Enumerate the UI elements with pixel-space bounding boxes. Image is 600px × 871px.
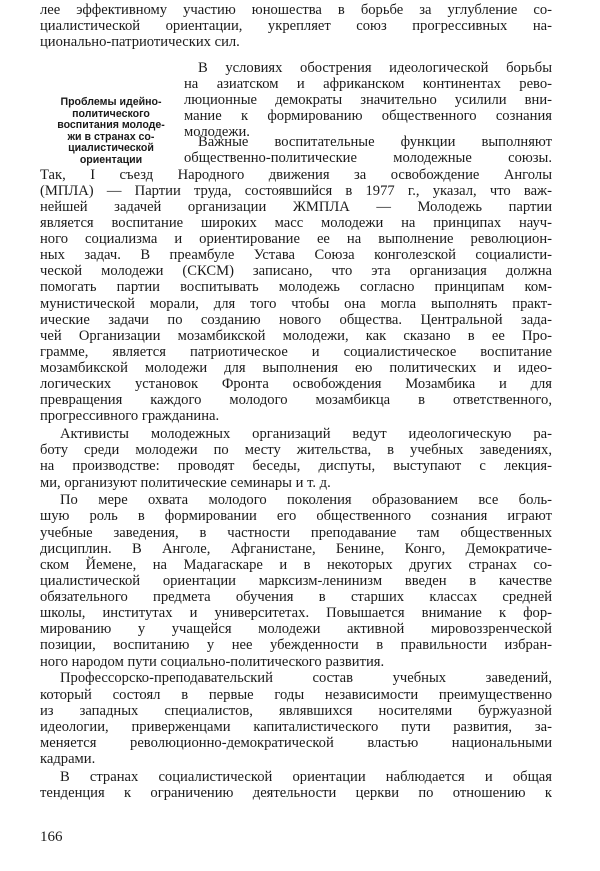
sidenote-line: ориентации xyxy=(79,154,143,166)
text-line: является воспитание широких масс молодежи на принципах науч- xyxy=(40,215,552,231)
text-line: Так, I съезд Народного движения за освобождение Анголы xyxy=(40,167,552,183)
sidenote-line: жи в странах со- xyxy=(67,131,155,143)
text-line: ческой молодежи (СКСМ) записано, что эта организация должна xyxy=(40,263,552,279)
text-line: обязательного предмета обучения в старших классах средней xyxy=(40,589,552,605)
text-line: ного социализма и ориентирование ее на выполнение революцион- xyxy=(40,231,552,247)
text-line: меняется революционно-демократической властью национальными xyxy=(40,735,552,751)
text-line: школы, институтах и университетах. Повышается внимание к фор- xyxy=(40,605,552,621)
text-line: позиции, воспитанию у нее убежденности в правильности избран- xyxy=(40,637,552,653)
text-line: Активисты молодежных организаций ведут идеологическую ра- xyxy=(60,426,552,442)
text-line: который состоял в первые годы независимости преимущественно xyxy=(40,687,552,703)
text-line: циалистической ориентации, укрепляет союз прогрессивных на- xyxy=(40,18,552,34)
text-line: идеологии, приверженцами капиталистического пути развития, за- xyxy=(40,719,552,735)
text-line: грамме, является патриотическое и социалистическое воспитание xyxy=(40,344,552,360)
text-line: ические задачи по созданию нового общества. Центральной зада- xyxy=(40,312,552,328)
text-line: на азиатском и африканском континентах рево- xyxy=(184,76,552,92)
text-line: люционные демократы значительно усилили вни- xyxy=(184,92,552,108)
text-line: ного народом пути социально-политического развития. xyxy=(40,654,385,670)
text-line: (МПЛА) — Партии труда, состоявшийся в 1977 г., указал, что важ- xyxy=(40,183,552,199)
text-line: чей Организации мозамбикской молодежи, как сказано в ее Про- xyxy=(40,328,552,344)
text-line: ционально-патриотических сил. xyxy=(40,34,240,50)
text-line: помогать партии воспитывать молодежь согласно принципам ком- xyxy=(40,279,552,295)
text-line: на производстве: проводят беседы, диспуты, выступают с лекция- xyxy=(40,458,552,474)
text-line: В условиях обострения идеологической борьбы xyxy=(198,60,552,76)
text-line: В странах социалистической ориентации наблюдается и общая xyxy=(60,769,552,785)
text-line: ных задач. В преамбуле Устава Союза конголезской социалисти- xyxy=(40,247,552,263)
page-number: 166 xyxy=(40,829,63,845)
text-line: тенденция к ограничению деятельности церкви по отношению к xyxy=(40,785,552,801)
text-line: ском Йемене, на Мадагаскаре и в некоторых других странах со- xyxy=(40,557,552,573)
sidenote-line: политического xyxy=(72,108,150,120)
text-line: общественно-политические молодежные союзы. xyxy=(184,150,552,166)
sidenote-line: Проблемы идейно- xyxy=(60,96,162,108)
sidenote-line: циалистической xyxy=(68,142,154,154)
text-line: лее эффективному участию юношества в борьбе за углубление со- xyxy=(40,2,552,18)
text-line: мозамбикской молодежи для выполнения ею политических и идео- xyxy=(40,360,552,376)
text-line: мированию у учащейся молодежи активной мировоззренческой xyxy=(40,621,552,637)
text-line: мание к формированию общественного сознания xyxy=(184,108,552,124)
text-line: мунистической морали, для того чтобы она могла выполнять практ- xyxy=(40,296,552,312)
text-line: учебные заведения, в частности преподавание там общественных xyxy=(40,525,552,541)
text-line: прогрессивного гражданина. xyxy=(40,408,220,424)
text-line: циалистической ориентации марксизм-ленинизм введен в качестве xyxy=(40,573,552,589)
text-line: шую роль в формировании его общественного сознания играют xyxy=(40,508,552,524)
text-line: молодежи. xyxy=(184,124,250,140)
sidenote-line: воспитания молоде- xyxy=(57,119,165,131)
text-line: логических установок Фронта освобождения Мозамбика и для xyxy=(40,376,552,392)
text-line: из западных специалистов, являвшихся носителями буржуазной xyxy=(40,703,552,719)
text-line: По мере охвата молодого поколения образованием все боль- xyxy=(60,492,552,508)
text-line: кадрами. xyxy=(40,751,96,767)
text-line: превращения каждого молодого мозамбикца в ответственного, xyxy=(40,392,552,408)
text-line: Важные воспитательные функции выполняют xyxy=(198,134,552,150)
text-line: ми, организуют политические семинары и т. д. xyxy=(40,475,331,491)
text-line: дисциплин. В Анголе, Афганистане, Бенине, Конго, Демократиче- xyxy=(40,541,552,557)
text-line: нейшей задачей организации ЖМПЛА — Молодежь партии xyxy=(40,199,552,215)
text-line: Профессорско-преподавательский состав учебных заведений, xyxy=(60,670,552,686)
text-line: боту среди молодежи по месту жительства, в учебных заведениях, xyxy=(40,442,552,458)
